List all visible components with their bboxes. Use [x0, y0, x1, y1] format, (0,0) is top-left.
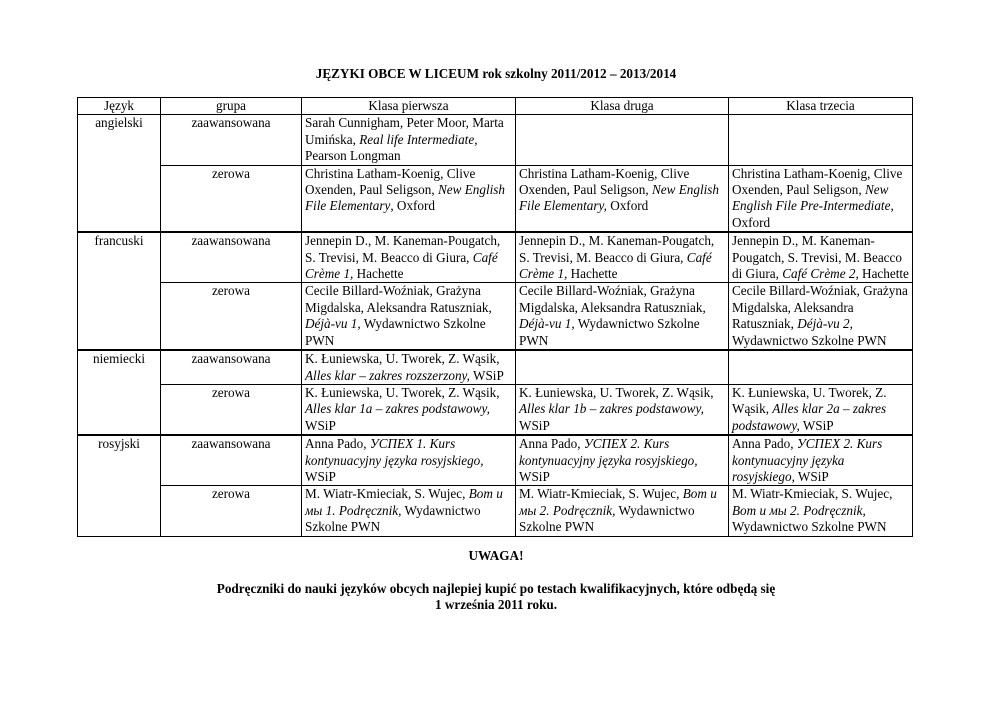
book-cell: K. Łuniewska, U. Tworek, Z. Wąsik, Alles klar 1a – zakres podstawowy, WSiP: [302, 384, 516, 435]
book-cell: Sarah Cunnigham, Peter Moor, Marta Umińska, Real life Intermediate, Pearson Longman: [302, 115, 516, 165]
header-klasa-druga: Klasa druga: [516, 98, 729, 115]
language-cell: niemiecki: [78, 350, 161, 435]
language-cell: francuski: [78, 232, 161, 350]
book-cell: Christina Latham-Koenig, Clive Oxenden, Paul Seligson, New English File Pre-Intermediate, Oxford: [729, 165, 913, 232]
language-cell: angielski: [78, 115, 161, 232]
table-row: [78, 232, 913, 283]
table-row: [78, 283, 913, 350]
table-row: [78, 115, 913, 165]
book-cell: K. Łuniewska, U. Tworek, Z. Wąsik, Alles klar 1b – zakres podstawowy, WSiP: [516, 384, 729, 435]
empty-cell: [516, 350, 729, 384]
empty-cell: [516, 115, 729, 165]
empty-cell: [729, 350, 913, 384]
group-cell: zaawansowana: [161, 115, 302, 165]
book-cell: Cecile Billard-Woźniak, Grażyna Migdalska, Aleksandra Ratuszniak, Déjà-vu 2, Wydawnictwo Szkolne PWN: [729, 283, 913, 350]
note-line-1: Podręczniki do nauki języków obcych najlepiej kupić po testach kwalifikacyjnych, które odbędą się: [216, 581, 776, 596]
book-cell: K. Łuniewska, U. Tworek, Z. Wąsik, Alles klar 2a – zakres podstawowy, WSiP: [729, 384, 913, 435]
note-line-2: 1 września 2011 roku.: [434, 597, 558, 612]
book-cell: Christina Latham-Koenig, Clive Oxenden, Paul Seligson, New English File Elementary, Oxford: [516, 165, 729, 232]
table-row: [78, 165, 913, 232]
table-row: [78, 350, 913, 384]
book-cell: Cecile Billard-Woźniak, Grażyna Migdalska, Aleksandra Ratuszniak, Déjà-vu 1, Wydawnictwo Szkolne PWN: [516, 283, 729, 350]
table-row: [78, 486, 913, 536]
group-cell: zaawansowana: [161, 232, 302, 283]
document-title: JĘZYKI OBCE W LICEUM rok szkolny 2011/2012 – 2013/2014: [315, 66, 677, 81]
book-cell: M. Wiatr-Kmieciak, S. Wujec, Вот и мы 1. Podręcznik, Wydawnictwo Szkolne PWN: [302, 486, 516, 536]
book-cell: Christina Latham-Koenig, Clive Oxenden, Paul Seligson, New English File Elementary, Oxford: [302, 165, 516, 232]
book-cell: M. Wiatr-Kmieciak, S. Wujec, Вот и мы 2. Podręcznik, Wydawnictwo Szkolne PWN: [516, 486, 729, 536]
book-cell: Jennepin D., M. Kaneman-Pougatch, S. Trevisi, M. Beacco di Giura, Café Crème 1, Hachette: [302, 232, 516, 283]
book-cell: Anna Pado, УСПЕХ 1. Kurs kontynuacyjny języka rosyjskiego, WSiP: [302, 435, 516, 486]
header-jezyk: Język: [78, 98, 161, 115]
book-cell: Jennepin D., M. Kaneman-Pougatch, S. Trevisi, M. Beacco di Giura, Café Crème 1, Hachette: [516, 232, 729, 283]
group-cell: zerowa: [161, 486, 302, 536]
group-cell: zerowa: [161, 283, 302, 350]
textbook-table: [77, 97, 913, 537]
group-cell: zaawansowana: [161, 350, 302, 384]
book-cell: Anna Pado, УСПЕХ 2. Kurs kontynuacyjny języka rosyjskiego, WSiP: [729, 435, 913, 486]
book-cell: Jennepin D., M. Kaneman-Pougatch, S. Trevisi, M. Beacco di Giura, Café Crème 2, Hachette: [729, 232, 913, 283]
header-row: [78, 98, 913, 115]
book-cell: Anna Pado, УСПЕХ 2. Kurs kontynuacyjny języka rosyjskiego, WSiP: [516, 435, 729, 486]
table-row: [78, 384, 913, 435]
group-cell: zerowa: [161, 165, 302, 232]
book-cell: K. Łuniewska, U. Tworek, Z. Wąsik, Alles klar – zakres rozszerzony, WSiP: [302, 350, 516, 384]
group-cell: zerowa: [161, 384, 302, 435]
book-cell: M. Wiatr-Kmieciak, S. Wujec, Вот и мы 2. Podręcznik, Wydawnictwo Szkolne PWN: [729, 486, 913, 536]
header-klasa-pierwsza: Klasa pierwsza: [302, 98, 516, 115]
empty-cell: [729, 115, 913, 165]
table-row: [78, 435, 913, 486]
header-grupa: grupa: [161, 98, 302, 115]
book-cell: Cecile Billard-Woźniak, Grażyna Migdalska, Aleksandra Ratuszniak, Déjà-vu 1, Wydawnictwo Szkolne PWN: [302, 283, 516, 350]
group-cell: zaawansowana: [161, 435, 302, 486]
language-cell: rosyjski: [78, 435, 161, 536]
header-klasa-trzecia: Klasa trzecia: [729, 98, 913, 115]
note-heading: UWAGA!: [468, 548, 524, 563]
